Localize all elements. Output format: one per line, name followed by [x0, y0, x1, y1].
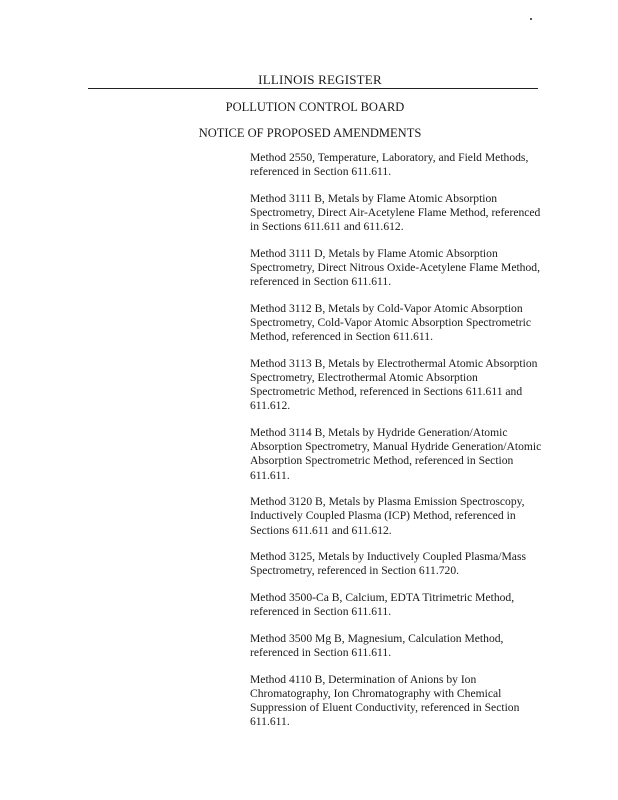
method-item: Method 3125, Metals by Inductively Coupled Plasma/Mass Spectrometry, referenced in Section 611.720.	[250, 550, 526, 578]
method-item: Method 3112 B, Metals by Cold-Vapor Atomic Absorption Spectrometry, Cold-Vapor Atomic Absorption Spectrometric Method, referenced in Section 611.611.	[250, 301, 531, 344]
method-item: Method 3500 Mg B, Magnesium, Calculation Method, referenced in Section 611.611.	[250, 631, 504, 659]
method-list	[250, 151, 542, 742]
method-item: Method 2550, Temperature, Laboratory, and Field Methods, referenced in Section 611.611.	[250, 151, 529, 179]
method-item: Method 4110 B, Determination of Anions by Ion Chromatography, Ion Chromatography with Chemical Suppression of Eluent Conductivity, referenced in Section 611.611.	[250, 672, 520, 729]
method-item: Method 3114 B, Metals by Hydride Generation/Atomic Absorption Spectrometry, Manual Hydride Generation/Atomic Absorption Spectrometric Method, referenced in Section 611.611.	[250, 426, 542, 482]
agency-heading: POLLUTION CONTROL BOARD	[225, 100, 405, 114]
register-title: ILLINOIS REGISTER	[258, 72, 382, 87]
method-item: Method 3500-Ca B, Calcium, EDTA Titrimetric Method, referenced in Section 611.611.	[250, 591, 515, 619]
method-item: Method 3111 D, Metals by Flame Atomic Absorption Spectrometry, Direct Nitrous Oxide-Acetylene Flame Method, referenced in Section 611.611.	[250, 246, 540, 289]
notice-heading: NOTICE OF PROPOSED AMENDMENTS	[198, 126, 422, 140]
scan-speck	[530, 18, 532, 20]
header-rule	[88, 88, 538, 89]
method-item: Method 3113 B, Metals by Electrothermal Atomic Absorption Spectrometry, Electrothermal Atomic Absorption Spectrometric Method, referenced in Sections 611.611 and 611.612.	[250, 356, 538, 413]
method-item: Method 3120 B, Metals by Plasma Emission Spectroscopy, Inductively Coupled Plasma (ICP) Method, referenced in Sections 611.611 and 611.612.	[250, 495, 525, 537]
method-item: Method 3111 B, Metals by Flame Atomic Absorption Spectrometry, Direct Air-Acetylene Flame Method, referenced in Sections 611.611 and 611.612.	[250, 191, 541, 234]
